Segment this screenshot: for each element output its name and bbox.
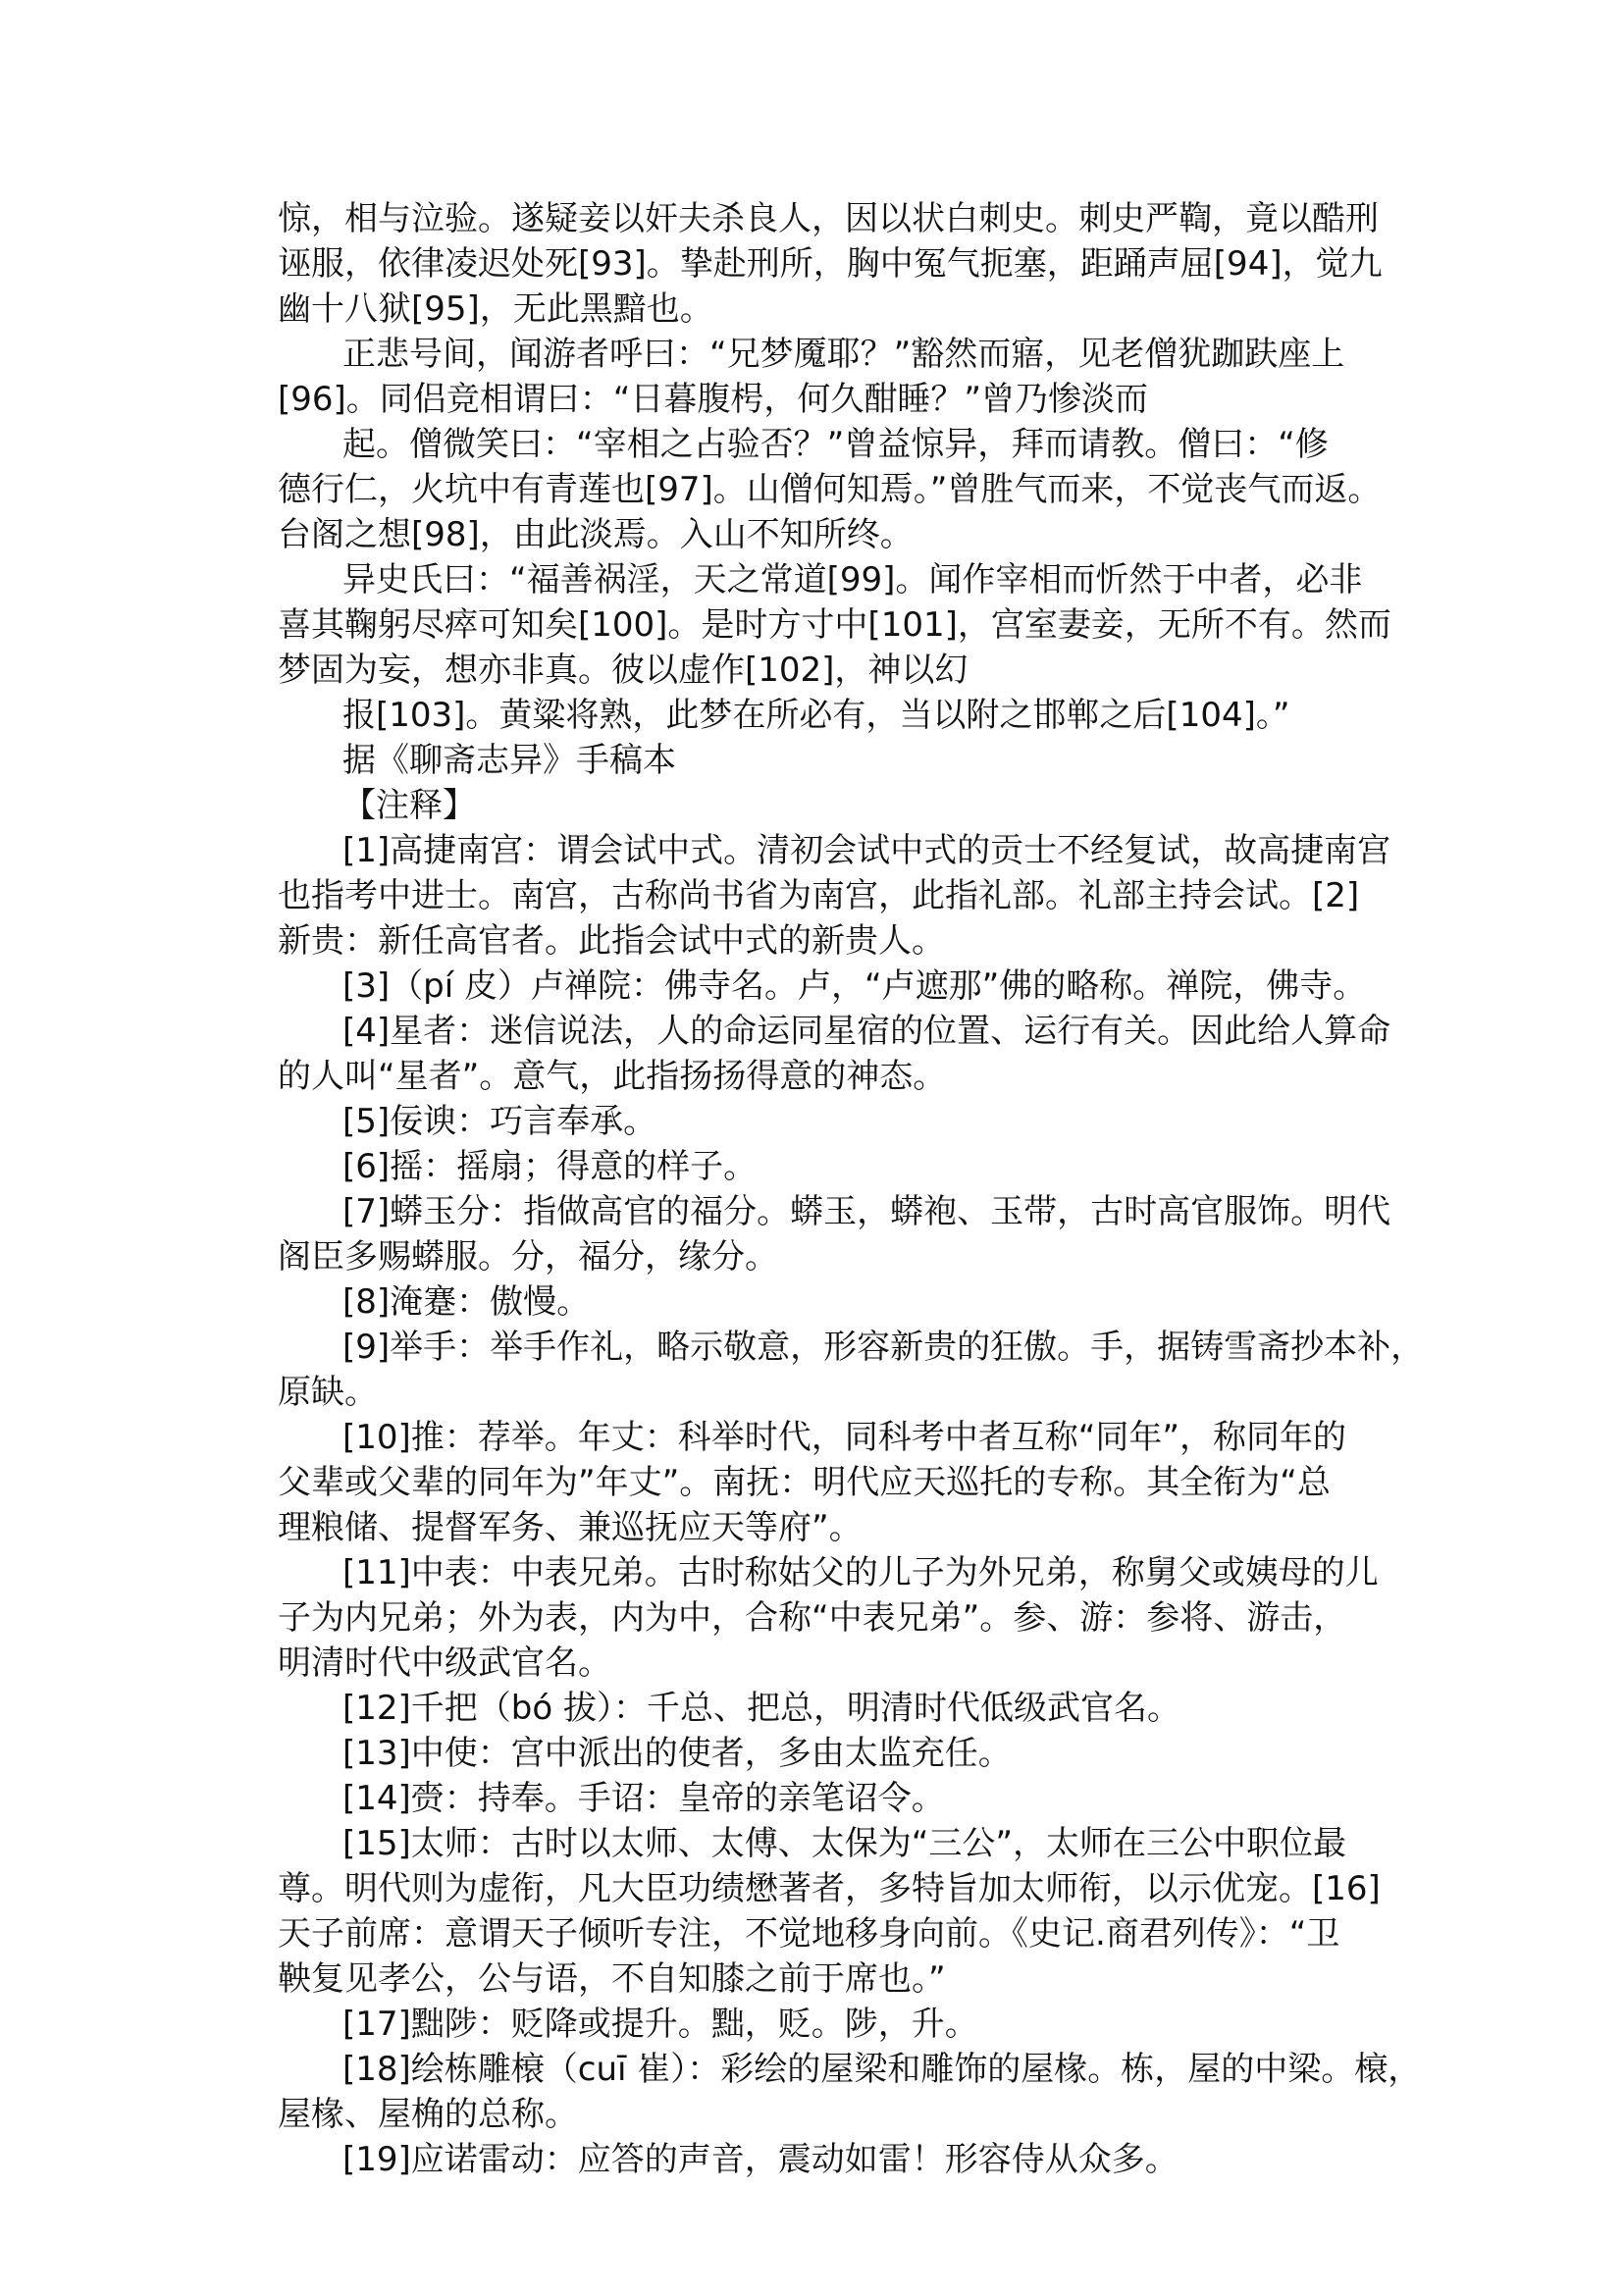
note-line: 屋椽、屋桷的总称。	[278, 2095, 578, 2134]
text-line: 梦固为妄，想亦非真。彼以虚作[102]，神以幻	[278, 651, 969, 690]
text-line: 德行仁，火坑中有青莲也[97]。山僧何知焉。”曾胜气而来，不觉丧气而返。	[278, 470, 1382, 509]
text-line: 起。僧微笑曰：“宰相之占验否？”曾益惊异，拜而请教。僧曰：“修	[342, 425, 1329, 464]
note-line: [13]中使：宫中派出的使者，多由太监充任。	[342, 1734, 1012, 1773]
note-line: 的人叫“星者”。意气，此指扬扬得意的神态。	[278, 1057, 947, 1096]
note-line: 明清时代中级武官名。	[278, 1643, 611, 1683]
source-note: 据《聊斋志异》手稿本	[342, 741, 676, 780]
note-line: [10]推：荐举。年丈：科举时代，同科考中者互称“同年”，称同年的	[342, 1418, 1347, 1457]
note-line: [4]星者：迷信说法，人的命运同星宿的位置、运行有关。因此给人算命	[342, 1012, 1391, 1051]
text-line: 幽十八狱[95]，无此黑黯也。	[278, 289, 713, 329]
text-line: 喜其鞠躬尽瘁可知矣[100]。是时方寸中[101]，宫室妻妾，无所不有。然而	[278, 605, 1391, 645]
note-line: 理粮储、提督军务、兼巡抚应天等府”。	[278, 1508, 863, 1547]
note-line: [6]摇：摇扇；得意的样子。	[342, 1147, 758, 1186]
note-line: [9]举手：举手作礼，略示敬意，形容新贵的狂傲。手，据铸雪斋抄本补，	[342, 1328, 1425, 1367]
note-line: 新贵：新任高官者。此指会试中式的新贵人。	[278, 921, 945, 961]
notes-heading: 【注释】	[342, 786, 476, 825]
note-line: [7]蟒玉分：指做高官的福分。蟒玉，蟒袍、玉带，古时高官服饰。明代	[342, 1192, 1391, 1231]
note-line: [19]应诺雷动：应答的声音，震动如雷！形容侍从众多。	[342, 2140, 1179, 2179]
note-line: [14]赍：持奉。手诏：皇帝的亲笔诏令。	[342, 1779, 945, 1818]
text-line: 惊，相与泣验。遂疑妾以奸夫杀良人，因以状白刺史。刺史严鞫，竟以酷刑	[278, 199, 1379, 238]
text-line: 异史氏曰：“福善祸淫，天之常道[99]。闻作宰相而忻然于中者，必非	[342, 560, 1363, 600]
note-line: 鞅复见孝公，公与语，不自知膝之前于席也。”	[278, 1959, 946, 1999]
note-line: [15]太师：古时以太师、太傅、太保为“三公”，太师在三公中职位最	[342, 1824, 1347, 1863]
note-line: [11]中表：中表兄弟。古时称姑父的儿子为外兄弟，称舅父或姨母的儿	[342, 1553, 1379, 1592]
note-line: 子为内兄弟；外为表，内为中，合称“中表兄弟”。参、游：参将、游击，	[278, 1598, 1347, 1638]
text-line: 台阁之想[98]，由此淡焉。入山不知所终。	[278, 515, 914, 554]
note-line: [17]黜陟：贬降或提升。黜，贬。陟，升。	[342, 2005, 978, 2044]
document-page	[278, 196, 1425, 2182]
note-line: 天子前席：意谓天子倾听专注，不觉地移身向前。《史记.商君列传》：“卫	[278, 1914, 1340, 1954]
note-line: 阁臣多赐蟒服。分，福分，缘分。	[278, 1237, 778, 1277]
text-line: 报[103]。黄粱将熟，此梦在所必有，当以附之邯郸之后[104]。”	[342, 696, 1290, 735]
text-line: 诬服，依律凌迟处死[93]。挚赴刑所，胸中冤气扼塞，距踊声屈[94]，觉九	[278, 244, 1383, 284]
note-line: [12]千把（bó 拔）：千总、把总，明清时代低级武官名。	[342, 1689, 1180, 1728]
text-line: 正悲号间，闻游者呼曰：“兄梦魇耶？”豁然而寤，见老僧犹跏趺座上	[342, 335, 1345, 374]
note-line: [1]高捷南宫：谓会试中式。清初会试中式的贡士不经复试，故高捷南宫	[342, 831, 1391, 870]
text-line: [96]。同侣竞相谓曰：“日暮腹枵，何久酣睡？”曾乃惨淡而	[278, 380, 1149, 419]
note-line: 原缺。	[278, 1373, 378, 1412]
note-line: [18]绘栋雕榱（cuī 崔）：彩绘的屋梁和雕饰的屋椽。栋，屋的中梁。榱，	[342, 2050, 1422, 2089]
note-line: 父辈或父辈的同年为”年丈”。南抚：明代应天巡托的专称。其全衔为“总	[278, 1463, 1331, 1502]
note-line: [3]（pí 皮）卢禅院：佛寺名。卢，“卢遮那”佛的略称。禅院，佛寺。	[342, 966, 1367, 1006]
note-line: [5]佞谀：巧言奉承。	[342, 1102, 657, 1141]
note-line: 也指考中进士。南宫，古称尚书省为南宫，此指礼部。礼部主持会试。[2]	[278, 876, 1360, 915]
note-line: [8]淹蹇：傲慢。	[342, 1282, 591, 1322]
note-line: 尊。明代则为虚衔，凡大臣功绩懋著者，多特旨加太师衔，以示优宠。[16]	[278, 1869, 1381, 1908]
